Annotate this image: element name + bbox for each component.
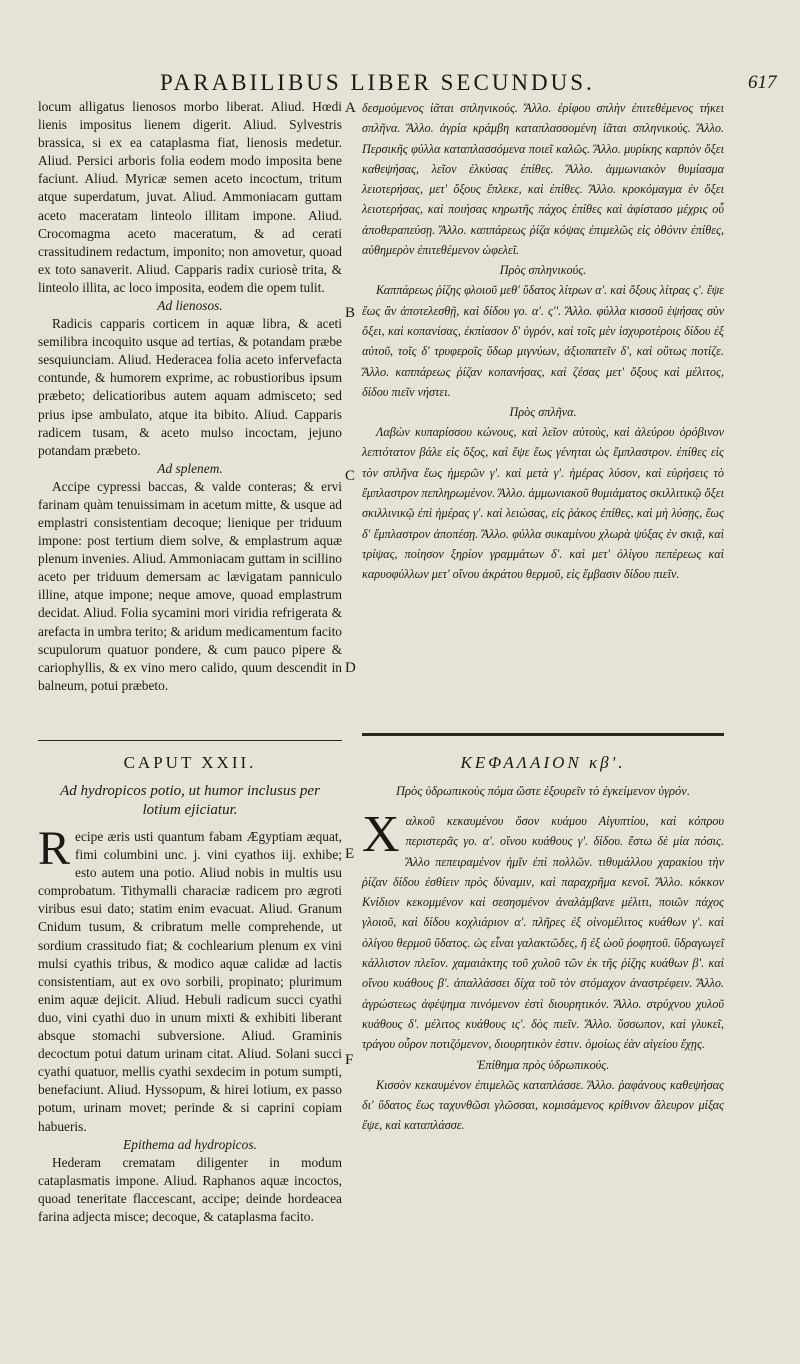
latin-paragraph <box>38 822 342 1136</box>
latin-paragraph-text: ecipe æris usti quantum fabam Ægyptiam æquat, fimi columbini unc. j. vini cyathos iij. exhibe; esto autem una potio. Aliud nobis in multis usu comprobatum. Tithymalli characiæ radicem pro ægroti viribus esui dato; statim enim evacuat. Aliud. Granum Cnidum tusum, & cribratum melle comprehende, ut sordium crassitudo fiat; & cochlearium plenum ex vini mulsi cyathis tribus, & modico aquæ calidæ ad lactis consistentiam, aut ex ovo sorbili, propinato; plurimum enim aquæ dejicit. Aliud. Hebuli radicum succi cyathi duo, vini cyathi duo in unum mixti & exhibiti liberant absque stomachi subversione. Aliud. Graminis decoctum potui datum urinam citat. Aliud. Solani succi cyathi quatuor, mellis cyathi sexdecim in potum sumpti, benefaciunt. Aliud. Hyssopum, & hirei lotium, ex passo potum, urinam movet; perinde & si caprini copiam habueris. <box>38 829 342 1134</box>
greek-paragraph: Κισσὸν κεκαυμένον ἐπιμελῶς καταπλάσσε. Ἄλλο. ῥαφάνους καθεψήσας δι' ὕδατος ἕως ταχυνθῶσι γλῶσσαι, κομισάμενος κρίθινον ἄλευρον μίξας ἕψε, καὶ καταπλάσσε. <box>362 1077 724 1133</box>
greek-column-top <box>362 98 724 585</box>
latin-paragraph: Accipe cypressi baccas, & valde conteras; & ervi farinam quàm tenuissimam in acetum mitte, & usque ad emplastri consistentiam decoque; lienique per triduum impone: post tertium diem solve, & emplastrum aquæ plenum invenies. Aliud. Ammoniacam guttam in scillino aceto per triduum demersam ac lævigatam panniculo illine, atque impone; neque amove, quoad emplastrum decidat. Aliud. Folia sycamini mori viridia refrigerata & arefacta in umbra terito; & aridum medicamentum facito scupulorum quatuor pondere, & cum pauco pipere & cariophyllis, & ex vino mero calido, quum descendit in balneum, potui præbeto. <box>38 478 342 693</box>
margin-marker-e: E <box>345 846 355 862</box>
greek-paragraph: Καππάρεως ῥίζης φλοιοῦ μεθ' ὕδατος λίτρων α'. καὶ ὄξους λίτρας ς'. ἕψε ἕως ἂν ἀποτελεσθῇ, καὶ δίδου γο. α'. ς''. Ἄλλο. φύλλα κισσοῦ ἑψήσας σὺν ὄξει, καὶ κοπανίσας, ἐκπίασον δ' ὑγρόν, καὶ τοῖς μὲν ἰσχυροτέροις δίδου ἐξ αὐτοῦ, τοῖς δ' τρυφεροῖς ὕδωρ μιγνύων, ἀξιοπατεῖν δ', καὶ οὕτως ποτίζε. Ἄλλο. καππάρεως ῥίζαν κοπανήσας, καὶ ζέσας μετ' ὄξους καὶ μέλιτος, δίδου πιεῖν νήστει. <box>362 283 724 399</box>
latin-paragraph: locum alligatus lienosos morbo liberat. Aliud. Hœdi lienis impositus lienem digerit. Aliud. Sylvestris brassica, si ex ea cataplasma fiat, lienosis medetur. Aliud. Persici arboris folia eodem modo imposita bene faciunt. Aliud. Myricæ semen aceto incoctum, tritum atque superdatum, juvat. Aliud. Ammoniacam guttam aceto maceratam linteolo illitam impone. Aliud. Crocomagma aceto maceratum, & ad cerati crassitudinem redactum, imponito; non amovetur, quoad ex toto sanaverit. Aliud. Capparis radix curiosè trita, & linteolo illita, ac loco imposita, eodem die opem tulit. <box>38 99 342 295</box>
greek-section-heading: Πρὸς σπληνικούς. <box>499 263 587 278</box>
latin-section-heading: Ad splenem. <box>157 460 223 476</box>
chapter-subtitle: Ad hydropicos potio, ut humor inclusus per lotium ejiciatur. <box>60 783 320 818</box>
latin-column-top <box>38 98 342 695</box>
chapter-divider-left <box>38 740 342 741</box>
page-number: 617 <box>748 72 777 93</box>
greek-paragraph: δεσμούμενος ἰᾶται σπληνικούς. Ἄλλο. ἐρίφου σπλὴν ἐπιτεθέμενος τήκει σπλῆνα. Ἄλλο. ἀγρία κράμβη καταπλασσομένη ἰᾶται σπληνικούς. Ἄλλο. Περσικῆς φύλλα καταπλασσόμενα ποιεῖ καλῶς. Ἄλλο. μυρίκης καρπὸν ὄξει καθεψήσας, λεῖον ἐλκύσας ἐπίθες. Ἄλλο. ἀμμωνιακὸν θυμίασμα λειοτερήσας, μετ' ὄξους ἔπλεκε, καὶ ἐπίθες. Ἄλλο. κροκόμαγμα ἐν ὄξει λειοτερήσας, καὶ ποιήσας κηρωτῆς πάχος ἐπίθες καὶ ἀφίστασο μέχρις οὗ ἀποθεραπεύσῃ. Ἄλλο. καππάρεως ῥίζα κόψας ἐπιμελῶς εἰς ὀθόνιν ἐπίθες, αὐθημερὸν ἐπιτεθέμενον ὠφελεῖ. <box>362 101 724 258</box>
greek-section-heading: Πρὸς σπλῆνα. <box>509 405 577 420</box>
margin-marker-c: C <box>345 468 356 484</box>
latin-paragraph: Radicis capparis corticem in aquæ libra, & aceti semilibra incoquito usque ad tertias, & potandam præbe sesquiunciam. Aliud. Hederacea folia aceto infervefacta contunde, & humorem exprime, ac robustioribus ipsum præbeto; delicatioribus autem aquam admisceto; sed prius ipse ambulato, atque ita bibito. Aliud. Capparis radicem tusam, & aceto mulso incoctam, jejuno potandam præbeto. <box>38 316 342 458</box>
latin-section-heading: Epithema ad hydropicos. <box>123 1136 257 1152</box>
margin-marker-d: D <box>345 660 356 676</box>
drop-cap: R <box>38 822 71 875</box>
margin-marker-a: A <box>345 100 356 116</box>
greek-section-heading: Ἐπίθημα πρὸς ὑδρωπικούς. <box>476 1057 610 1072</box>
latin-paragraph: Hederam crematam diligenter in modum cataplasmatis impone. Aliud. Raphanos aquæ incoctos, quoad teneritate flaccescant, accipe; deinde hordeacea farina adjecta misce; decoque, & cataplasma facito. <box>38 1154 342 1224</box>
greek-paragraph <box>362 806 724 1055</box>
drop-cap: Χ <box>362 806 400 863</box>
chapter-title: CAPUT XXII. <box>123 753 257 772</box>
greek-chapter <box>362 752 724 1135</box>
margin-marker-f: F <box>345 1052 354 1068</box>
greek-paragraph-text: αλκοῦ κεκαυμένου ὅσον κυάμου Αἰγυπτίου, καὶ κόπρου περιστερᾶς γο. α'. οἴνου κυάθους γ'. δίδου. ἔστω δὲ μία πόσις. Ἄλλο πεπειραμένον ἡμῖν ἐπὶ πολλῶν. τιθυμάλλου χαρακίου τὴν ῥίζαν δίδου ἐσθίειν πρὸς δύναμιν, καὶ παραχρῆμα κενοῖ. Ἄλλο. κόκκον Κνίδιον κεκομμένον καὶ σεσησμένον ἀναλάμβανε μέλιτι, ποιῶν πάχος γλοιοῦ, καὶ δίδου κοχλιάριον α'. πλῆρες ἐξ οἰνομέλιτος κυάθων γ'. καὶ ὀλίγου θερμοῦ ὕδατος. ὡς εἶναι γαλακτῶδες, ἢ ἐξ ὠοῦ ῥοφητοῦ. ὕδραγωγεῖ κάλλιστον πλεῖον. χαμαιάκτης τοῦ χυλοῦ τῶν ἐκ τῆς ῥίζης κυάθων β'. καὶ οἴνου κυάθους β'. ἀπαλλάσσει δίχα τοῦ τὸν στόμαχον ἀναστρέφειν. Ἄλλο. ἀγρώστεως ἀφέψημα πινόμενον ἐστὶ διουρητικόν. Ἄλλο. στρύχνου χυλοῦ κυάθους δ'. μέλιτος κυάθους ις'. δὸς πιεῖν. Ἄλλο. ὕσσωπον, καὶ γλυκεῖ, τράγου οὖρον ποτιζόμενον, διουρητικὸν ἐστιν. ὁμοίως ἐὰν αἰγείου ἔχῃς. <box>362 814 724 1052</box>
running-title: PARABILIBUS LIBER SECUNDUS. <box>160 70 595 95</box>
latin-section-heading: Ad lienosos. <box>157 298 223 314</box>
margin-marker-b: B <box>345 305 356 321</box>
chapter-divider-right <box>362 733 724 736</box>
chapter-subtitle: Πρὸς ὑδρωπικοὺς πόμα ὥστε ἐξουρεῖν τὸ ἐγκείμενον ὑγρόν. <box>396 784 690 798</box>
chapter-title: ΚΕΦΑΛΑΙΟΝ κβ'. <box>460 753 626 772</box>
latin-chapter <box>38 752 342 1226</box>
greek-paragraph: Λαβὼν κυπαρίσσου κώνους, καὶ λεῖον αὐτοὺς, καὶ ἀλεύρου ὀρόβινον λεπτότατον βάλε εἰς ὄξος, καὶ ἕψε ἕως γένηται ὡς ἔμπλαστρον. ἐπίθες εἰς τὸν σπλῆνα ἕως ἡμερῶν γ'. καὶ μετὰ γ'. ἡμέρας λύσον, καὶ εὑρήσεις τὸ ἔμπλαστρον πεπληρωμένον. Ἄλλο. ἀμμωνιακοῦ θυμιάματος σκιλλιτικῷ ὄξει σκιλλινικῷ ἐπὶ ἡμέρας γ'. καὶ λειώσας, εἰς ῥάκος ἐπίθες, καὶ μὴ λύσῃς, ἕως δ' ἔμπλαστρον ἀποπέσῃ. Ἄλλο. φύλλα συκαμίνου χλωρὰ ψύξας ἐν σκιᾷ, καὶ τρίψας, ποίησον ξηρίον γραμμάτων δ'. καὶ μετ' ὀλίγου πεπέρεως καὶ καρυοφύλλων μετ' οἴνου ἀκράτου θερμοῦ, εἰς ἔμβασιν δίδου πιεῖν. <box>362 425 724 582</box>
